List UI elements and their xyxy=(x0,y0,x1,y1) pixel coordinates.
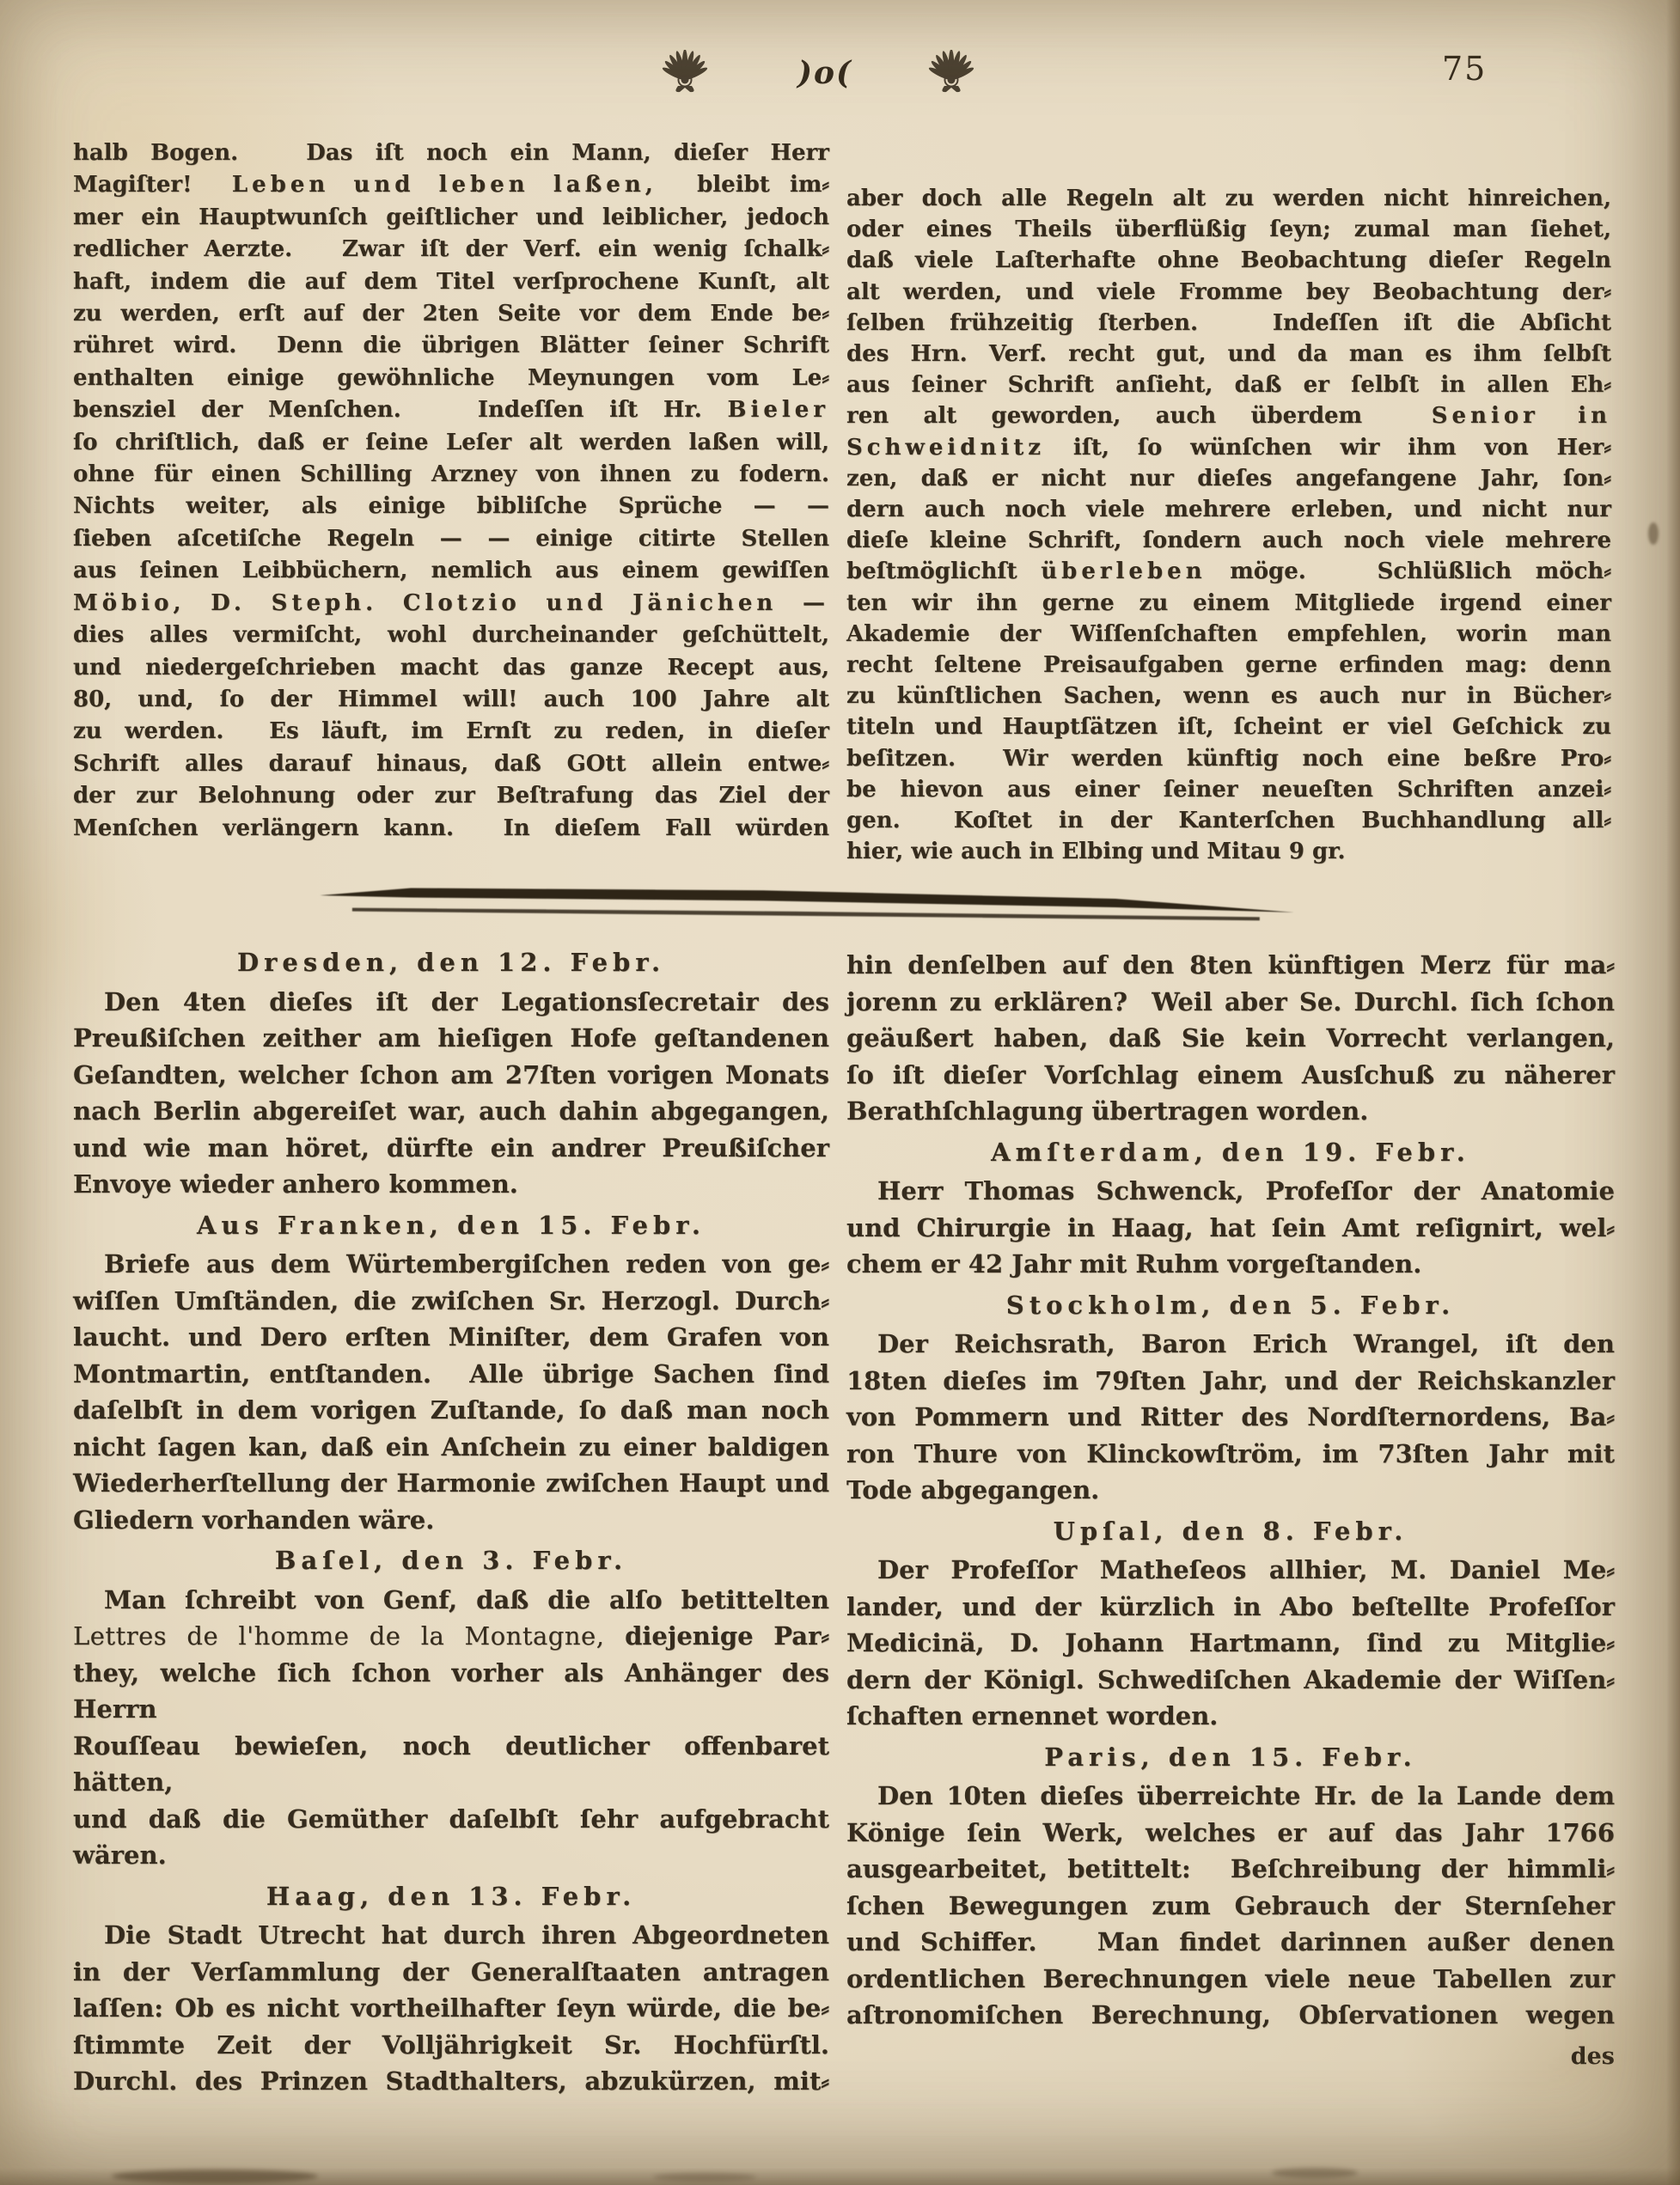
text-line: ten wir ihn gerne zu einem Mitgliede irgend einer xyxy=(846,589,1611,616)
text-line: Könige ſein Werk, welches er auf das Jahr 1766 xyxy=(846,1817,1615,1847)
text-line: aus ſeiner Schrift anſieht, daß er ſelbſt in allen Eh⸗ xyxy=(846,372,1611,399)
signature-mark: )o( xyxy=(797,55,853,91)
text-line: mer ein Hauptwunſch geiſtlicher und leiblicher, jedoch xyxy=(73,204,829,230)
text-line: dern der Königl. Schwediſchen Akademie der Wiſſen⸗ xyxy=(846,1664,1615,1694)
text-line: bensziel der Menſchen. Indeſſen iſt Hr. Bieler xyxy=(73,397,829,424)
text-line: daſelbſt in dem vorigen Zuſtande, ſo daß man noch xyxy=(73,1395,829,1425)
text-line: Der Profeſſor Matheſeos allhier, M. Daniel Me⸗ xyxy=(877,1555,1615,1584)
text-line: Lettres de l'homme de la Montagne, diejenige Par⸗ xyxy=(73,1621,829,1651)
ink-speck xyxy=(1648,522,1659,545)
text-line: 80, und, ſo der Himmel will! auch 100 Jahre alt xyxy=(73,686,829,712)
text-line: ſchen Bewegungen zum Gebrauch der Sternſeher xyxy=(846,1890,1615,1920)
text-line: dieſe kleine Schrift, ſondern auch noch viele mehrere xyxy=(846,528,1611,554)
text-line: aber doch alle Regeln alt zu werden nicht hinreichen, xyxy=(846,186,1611,211)
text-line: Geſandten, welcher ſchon am 27ſten vorigen Monats xyxy=(73,1059,829,1089)
text-line: Wiederherſtellung der Harmonie zwiſchen Haupt und xyxy=(73,1468,829,1498)
text-line: beſtmöglichſt überleben möge. Schlüßlich möch⸗ xyxy=(846,558,1611,585)
text-line: titeln und Hauptſätzen iſt, ſcheint er viel Geſchick zu xyxy=(846,714,1611,741)
scan-blotch xyxy=(1272,2168,1358,2178)
text-line: von Pommern und Ritter des Nordſternordens, Ba⸗ xyxy=(846,1402,1615,1431)
text-line: Preußiſchen zeither am hieſigen Hofe geſtandenen xyxy=(73,1023,829,1053)
text-line: be hievon aus einer ſeiner neueſten Schriften anzei⸗ xyxy=(846,776,1611,803)
text-line: Schweidnitz iſt, ſo wünſchen wir ihm von Her⸗ xyxy=(846,434,1611,461)
section1-left-column xyxy=(73,137,829,845)
scan-blotch xyxy=(653,2173,756,2182)
text-line: ſo chriſtlich, daß er ſeine Leſer alt werden laßen will, xyxy=(73,429,829,455)
text-line: Nichts weiter, als einige bibliſche Sprüche — — xyxy=(73,493,829,520)
text-line: ſieben aſcetiſche Regeln — — einige citirte Stellen xyxy=(73,525,829,552)
dateline-heading: Aus Franken, den 15. Febr. xyxy=(197,1210,706,1240)
section-divider-rule xyxy=(316,882,1299,930)
text-line: Man ſchreibt von Genf, daß die alſo betittelten xyxy=(104,1584,829,1614)
scan-blotch xyxy=(112,2170,318,2183)
text-line: Envoye wieder anhero kommen. xyxy=(73,1169,518,1199)
text-line: und niedergeſchrieben macht das ganze Recept aus, xyxy=(73,654,829,681)
text-line: ſchaften ernennet worden. xyxy=(846,1701,1219,1730)
text-line: aus ſeinen Leibbüchern, nemlich aus einem gewiſſen xyxy=(73,558,829,584)
text-line: Gliedern vorhanden wäre. xyxy=(73,1504,435,1535)
text-line: Die Stadt Utrecht hat durch ihren Abgeordneten xyxy=(104,1920,829,1950)
text-line: und Chirurgie in Haag, hat ſein Amt reſignirt, wel⸗ xyxy=(846,1212,1615,1242)
section1-right-column xyxy=(846,183,1611,867)
text-line: wären. xyxy=(73,1840,167,1870)
text-line: zu künſtlichen Sachen, wenn es auch nur in Bücher⸗ xyxy=(846,683,1611,710)
text-line: chem er 42 Jahr mit Ruhm vorgeſtanden. xyxy=(846,1249,1422,1279)
text-line: haft, indem die auf dem Titel verſprochene Kunſt, alt xyxy=(73,268,829,295)
text-line: Magiſter! Leben und leben laßen, bleibt im⸗ xyxy=(73,172,829,198)
text-line: dern auch noch viele mehrere erleben, und nicht nur xyxy=(846,497,1611,523)
text-line: Herr Thomas Schwenck, Profeſſor der Anatomie xyxy=(877,1176,1615,1205)
text-line: Rouſſeau bewieſen, noch deutlicher offenbaret hätten, xyxy=(73,1730,839,1797)
text-line: Der Reichsrath, Baron Erich Wrangel, iſt den xyxy=(877,1329,1615,1358)
text-line: geäußert haben, daß Sie kein Vorrecht verlangen, xyxy=(846,1023,1615,1053)
text-line: und daß die Gemüther daſelbſt ſehr aufgebracht xyxy=(73,1804,829,1834)
catchword: des xyxy=(1570,2042,1615,2070)
text-line: ſo iſt dieſer Vorſchlag einem Ausſchuß zu näherer xyxy=(846,1059,1615,1089)
text-line: redlicher Aerzte. Zwar iſt der Verf. ein wenig ſchalk⸗ xyxy=(73,236,829,263)
text-line: dies alles vermiſcht, wohl durcheinander geſchüttelt, xyxy=(73,622,829,649)
text-line: enthalten einige gewöhnliche Meynungen vom Le⸗ xyxy=(73,364,829,391)
page-header xyxy=(0,31,1680,125)
text-line: Den 10ten dieſes überreichte Hr. de la Lande dem xyxy=(877,1781,1615,1810)
scan-edge-shadow-right xyxy=(1666,0,1680,2185)
text-line: Akademie der Wiſſenſchaften empfehlen, worin man xyxy=(846,620,1611,647)
text-line: ren alt geworden, auch überdem Senior in xyxy=(846,403,1611,430)
text-line: Schrift alles darauf hinaus, daß GOtt allein entwe⸗ xyxy=(73,750,829,777)
text-line: Tode abgegangen. xyxy=(846,1475,1100,1504)
dateline-heading: Amſterdam, den 19. Febr. xyxy=(991,1137,1470,1167)
text-line: halb Bogen. Das iſt noch ein Mann, dieſer Herr xyxy=(73,140,829,166)
text-line: laucht. und Dero erſten Miniſter, dem Grafen von xyxy=(73,1322,829,1352)
text-line: nicht ſagen kan, daß ein Anſchein zu einer baldigen xyxy=(73,1431,829,1462)
text-line: Montmartin, entſtanden. Alle übrige Sachen ſind xyxy=(73,1358,829,1389)
text-line: laſſen: Ob es nicht vortheilhafter ſeyn würde, die be⸗ xyxy=(73,1993,829,2023)
text-line: und Schiffer. Man findet darinnen außer denen xyxy=(846,1927,1615,1956)
dateline-heading: Stockholm, den 5. Febr. xyxy=(1005,1290,1456,1320)
text-line: Möbio, D. Steph. Clotzio und Jänichen — xyxy=(73,589,829,616)
text-line: der zur Belohnung oder zur Beſtrafung das Ziel der xyxy=(73,783,829,809)
text-line: ordentlichen Berechnungen viele neue Tabellen zur xyxy=(846,1963,1615,1993)
text-line: daß viele Laſterhafte ohne Beobachtung dieſer Regeln xyxy=(846,247,1611,274)
text-line: beſitzen. Wir werden künftig noch eine beßre Pro⸗ xyxy=(846,745,1611,772)
text-line: zu werden. Es läuft, im Ernſt zu reden, in dieſer xyxy=(73,718,829,745)
fan-ornament-icon xyxy=(926,50,976,95)
text-line: nach Berlin abgereiſet war, auch dahin abgegangen, xyxy=(73,1096,829,1126)
text-line: hier, wie auch in Elbing und Mitau 9 gr. xyxy=(846,839,1346,865)
text-line: Menſchen verlängern kann. In dieſem Fall würden xyxy=(73,815,829,841)
text-line: aſtronomiſchen Berechnung, Obſervationen wegen xyxy=(846,2000,1615,2029)
text-line: hin denſelben auf den 8ten künftigen Merz für ma⸗ xyxy=(846,950,1615,980)
text-line: wiſſen Umſtänden, die zwiſchen Sr. Herzogl. Durch⸗ xyxy=(73,1285,829,1315)
text-line: Medicinä, D. Johann Hartmann, ſind zu Mitglie⸗ xyxy=(846,1628,1615,1657)
text-line: Berathſchlagung übertragen worden. xyxy=(846,1096,1369,1126)
fan-ornament-icon xyxy=(660,50,710,95)
text-line: Durchl. des Prinzen Stadthalters, abzukürzen, mit⸗ xyxy=(73,2066,829,2096)
text-line: zen, daß er nicht nur dieſes angefangene Jahr, ſon⸗ xyxy=(846,465,1611,491)
text-line: ron Thure von Klinckowſtröm, im 73ſten Jahr mit xyxy=(846,1438,1615,1468)
text-line: alt werden, und viele Fromme bey Beobachtung der⸗ xyxy=(846,278,1611,305)
text-line: des Hrn. Verf. recht gut, und da man es ihm ſelbſt xyxy=(846,341,1611,368)
dateline-heading: Baſel, den 3. Febr. xyxy=(274,1546,628,1575)
text-line: oder eines Theils überflüßig ſeyn; zumal man ſiehet, xyxy=(846,217,1611,243)
dateline-heading: Haag, den 13. Febr. xyxy=(266,1881,637,1911)
text-line: they, welche ſich ſchon vorher als Anhänger des Herrn xyxy=(73,1657,839,1724)
text-line: Den 4ten dieſes iſt der Legationsſecretair des xyxy=(104,986,829,1016)
text-line: und wie man höret, dürfte ein andrer Preußiſcher xyxy=(73,1132,829,1163)
text-line: ſtimmte Zeit der Volljährigkeit Sr. Hochfürſtl. xyxy=(73,2029,829,2060)
text-line: ohne für einen Schilling Arzney von ihnen zu fodern. xyxy=(73,461,829,488)
page-number: 75 xyxy=(1442,50,1488,88)
text-line: ſelben frühzeitig ſterben. Indeſſen iſt die Abſicht xyxy=(846,309,1611,336)
text-line: jorenn zu erklären? Weil aber Se. Durchl. ſich ſchon xyxy=(846,986,1615,1016)
text-line: gen. Koſtet in der Kanterſchen Buchhandlung all⸗ xyxy=(846,808,1611,834)
dateline-heading: Paris, den 15. Febr. xyxy=(1044,1742,1417,1772)
text-line: in der Verſammlung der Generalſtaaten antragen xyxy=(73,1956,829,1987)
text-line: Briefe aus dem Würtembergiſchen reden von ge⸗ xyxy=(104,1249,829,1279)
section2-left-column xyxy=(73,940,839,2100)
section2-right-column xyxy=(846,947,1615,2075)
dateline-heading: Dresden, den 12. Febr. xyxy=(236,948,666,977)
text-line: zu werden, erſt auf der 2ten Seite vor dem Ende be⸗ xyxy=(73,301,829,327)
text-line: lander, und der kürzlich in Abo beſtellte Profeſſor xyxy=(846,1591,1615,1621)
dateline-heading: Upſal, den 8. Febr. xyxy=(1053,1516,1408,1546)
text-line: recht ſeltene Preisaufgaben gerne erfinden mag: denn xyxy=(846,652,1611,679)
text-line: ausgearbeitet, betittelt: Beſchreibung der himmli⸗ xyxy=(846,1854,1615,1883)
text-line: 18ten dieſes im 79ſten Jahr, und der Reichskanzler xyxy=(846,1365,1615,1395)
text-line: rühret wird. Denn die übrigen Blätter ſeiner Schrift xyxy=(73,333,829,359)
